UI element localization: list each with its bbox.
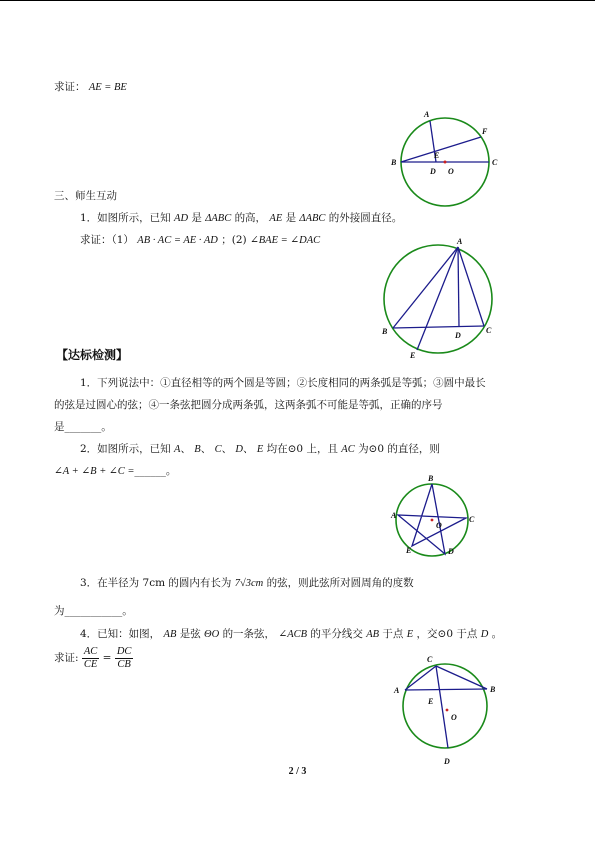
- text: 是弦: [179, 628, 201, 640]
- question-2-line-2: [54, 464, 176, 479]
- proof-expression: AE = BE: [88, 82, 127, 93]
- question-3-line-2: 为___________。: [54, 605, 133, 617]
- fig4-label-c: C: [427, 655, 433, 664]
- text: 求证：（1）: [80, 234, 134, 246]
- text: 、: [243, 443, 254, 455]
- math-b: B: [194, 444, 201, 455]
- math-circle-o: ΘO: [204, 629, 220, 640]
- proof-prefix: 求证：: [54, 81, 86, 93]
- question-3-line-1: [80, 576, 414, 591]
- fig4-chord-ab: [405, 689, 487, 690]
- fig2-label-a: A: [457, 237, 463, 246]
- fig4-label-e: E: [428, 697, 434, 706]
- text: 于点: [382, 628, 404, 640]
- text: ，交⊙0 于点: [416, 628, 478, 640]
- text: 1．如图所示，已知: [80, 212, 171, 224]
- text: 是: [285, 212, 297, 224]
- fig3-label-b: B: [428, 474, 434, 483]
- math-ab: AB: [366, 629, 380, 640]
- text: 、: [180, 443, 191, 455]
- text: 是: [191, 212, 202, 224]
- figure-4: [393, 652, 508, 770]
- fig1-label-c: C: [492, 158, 498, 167]
- fig4-center-dot: [446, 709, 449, 712]
- fig4-label-a: A: [394, 686, 400, 695]
- fig2-label-e: E: [410, 351, 416, 360]
- math-ae: AE: [269, 213, 283, 224]
- math-angle-sum: ∠A + ∠B + ∠C =: [54, 466, 135, 477]
- proof-prefix: 求证:: [54, 652, 79, 664]
- fig2-label-c: C: [486, 326, 492, 335]
- text: 均在⊙0 上，且: [266, 443, 338, 455]
- fig4-chord-cb: [436, 666, 487, 689]
- figure-2: [380, 236, 500, 361]
- math-triangle: ΔABC: [299, 213, 326, 224]
- page-number: 2 / 3: [288, 766, 307, 777]
- figure-3: [390, 472, 490, 560]
- math-e: E: [256, 444, 264, 455]
- question-4-line-1: [80, 627, 502, 642]
- text: 的弦，则此弦所对圆周角的度数: [266, 577, 414, 589]
- numerator: DC: [116, 645, 132, 657]
- math-a: A: [174, 444, 181, 455]
- answer-blank: ______。: [134, 465, 177, 477]
- question-1-line-2: 的弦是过圆心的弦；④一条弦把圆分成两条弧，这两条弧不可能是等弧，正确的序号: [54, 399, 443, 411]
- fraction-dc-cb: [115, 646, 134, 671]
- text: 2．如图所示，已知: [80, 443, 171, 455]
- math-ad: AD: [174, 213, 189, 224]
- fig3-label-e: E: [406, 546, 412, 555]
- math-d: D: [480, 629, 489, 640]
- text: 4．已知：如图，: [80, 628, 161, 640]
- math-proof-2: ∠BAE = ∠DAC: [249, 235, 321, 246]
- text: ；(2): [221, 234, 247, 246]
- fig3-label-o: O: [436, 521, 442, 530]
- question-2-line-1: [80, 442, 440, 457]
- math-ac: AC: [341, 444, 355, 455]
- fig4-label-b: B: [490, 685, 496, 694]
- question-1-line-3: 是_______。: [54, 421, 112, 433]
- fig1-label-d: D: [430, 167, 436, 176]
- figure-1: [388, 106, 508, 206]
- fig2-side-bc: [393, 326, 484, 328]
- equals-sign: =: [102, 652, 112, 664]
- fig4-chord-ca: [405, 666, 436, 690]
- section-check-title: 【达标检测】: [56, 348, 129, 362]
- math-ab: AB: [163, 629, 177, 640]
- fig3-label-a: A: [391, 511, 397, 520]
- text: 、: [200, 443, 212, 455]
- text: 的一条弦，: [222, 628, 276, 640]
- fig1-chord-bf: [401, 137, 481, 162]
- math-angle-acb: ∠ACB: [278, 629, 308, 640]
- question-1-line-1: 1．下列说法中：①直径相等的两个圆是等圆；②长度相同的两条弧是等弧；③圆中最长: [80, 377, 486, 389]
- text: 。: [491, 628, 503, 640]
- fig1-label-a: A: [424, 110, 430, 119]
- fig2-label-b: B: [382, 327, 388, 336]
- math-d: D: [235, 444, 244, 455]
- fig4-circle: [403, 664, 487, 748]
- numerator: AC: [83, 645, 98, 657]
- math-e: E: [406, 629, 414, 640]
- fig2-diameter-ae: [417, 247, 458, 350]
- denominator: CB: [117, 658, 131, 670]
- fraction-ac-ce: [82, 646, 99, 671]
- fig1-label-f: F: [482, 127, 488, 136]
- proof-top: [54, 80, 127, 95]
- denominator: CE: [83, 658, 98, 670]
- text: 、: [221, 443, 233, 455]
- fig1-label-o: O: [448, 167, 454, 176]
- fig3-center-dot: [431, 519, 434, 522]
- text: 的平分线交: [310, 628, 363, 640]
- math-triangle: ΔABC: [205, 213, 232, 224]
- fig4-label-o: O: [451, 713, 457, 722]
- fig2-height-ad: [458, 247, 459, 327]
- fig3-label-c: C: [469, 515, 475, 524]
- fig2-side-ac: [458, 247, 484, 326]
- fig2-label-d: D: [455, 331, 461, 340]
- top-border: [0, 0, 595, 1]
- math-c: C: [214, 444, 222, 455]
- fig1-center-dot: [444, 161, 447, 164]
- question-4-proof: [54, 643, 133, 673]
- math-radical: 7√3cm: [234, 578, 264, 589]
- text: 的高，: [234, 212, 267, 224]
- section-3-title: 三、师生互动: [54, 190, 117, 202]
- text: 为⊙0 的直径，则: [358, 443, 440, 455]
- math-proof-1: AB · AC = AE · AD: [137, 235, 218, 246]
- text: 的外接圆直径。: [328, 212, 403, 224]
- interact-proof: [80, 233, 320, 248]
- fig4-label-d: D: [444, 757, 450, 766]
- fig1-label-b: B: [391, 158, 397, 167]
- fig4-bisector-cd: [436, 666, 448, 748]
- interact-question-1: [80, 211, 402, 226]
- fig1-label-e: E: [434, 151, 440, 160]
- fig3-label-d: D: [448, 547, 454, 556]
- text: 3．在半径为 7cm 的圆内有长为: [80, 577, 232, 589]
